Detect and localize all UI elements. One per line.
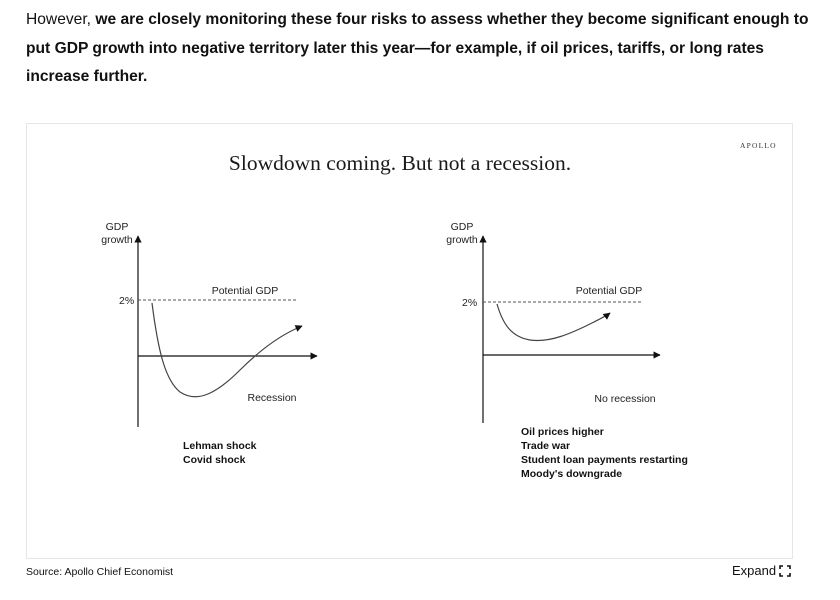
shock-item: Oil prices higher [521,426,604,438]
no-recession-label: No recession [594,393,656,405]
reference-value-label: 2% [119,295,135,307]
gdp-growth-curve [497,304,610,341]
shock-item: Covid shock [183,454,246,466]
intro-plain-text: However, [26,11,96,28]
expand-button[interactable] [732,563,791,578]
brand-logo: APOLLO [740,141,777,150]
recession-label: Recession [247,392,297,404]
y-axis-label-line1: GDP [450,221,474,233]
y-axis-label-line2: growth [101,234,133,246]
y-axis-label-line1: GDP [105,221,129,233]
expand-icon [779,565,791,577]
potential-gdp-label: Potential GDP [575,285,643,297]
y-axis-label-line2: growth [446,234,478,246]
shock-item: Trade war [521,440,571,452]
expand-label: Expand [732,563,777,578]
reference-value-label: 2% [462,297,478,309]
shock-item: Student loan payments restarting [521,454,688,466]
potential-gdp-label: Potential GDP [211,285,279,297]
shock-item: Lehman shock [183,440,257,452]
figure-title: Slowdown coming. But not a recession. [228,151,572,175]
shock-item: Moody's downgrade [521,468,623,480]
source-note: Source: Apollo Chief Economist [26,566,174,578]
intro-bold-text: we are closely monitoring these four risks to assess whether they become significant enough to put GDP growth into negative territory later this year—for example, if oil prices, tariffs, or long rates increase further. [26,11,809,85]
